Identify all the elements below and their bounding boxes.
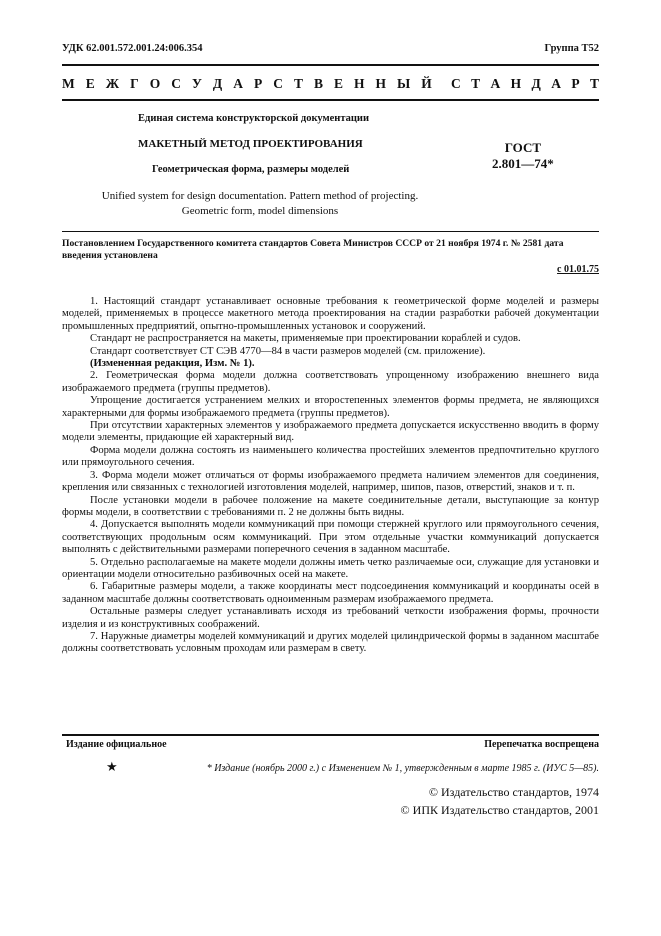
body-paragraph: После установки модели в рабочее положение на макете соединительные детали, выступающие за контур формы модели, в соответствии с требованиями п. 2 не должны быть видны.: [62, 494, 599, 518]
group-code: Группа Т52: [544, 43, 599, 54]
decree-text: Постановлением Государственного комитета стандартов Совета Министров СССР от 21 ноября 1974 г. № 2581 дата введения установлена: [62, 238, 564, 261]
gost-designation: [492, 140, 554, 172]
document-title: МАКЕТНЫЙ МЕТОД ПРОЕКТИРОВАНИЯ: [138, 138, 363, 150]
body-paragraph: Упрощение достигается устранением мелких и второстепенных элементов формы предмета, не являющихся характерными для формы изображаемого предмета (группы предметов).: [62, 395, 599, 419]
banner-letter: Й: [421, 76, 432, 91]
gost-number: 2.801—74*: [492, 156, 554, 171]
body-paragraph: Стандарт не распространяется на макеты, применяемые при проектировании кораблей и судов.: [90, 333, 521, 345]
body-paragraph: 4. Допускается выполнять модели коммуникаций при помощи стержней круглого или прямоугольного сечения, соответствующих продольным осям коммуникаций. При этом отдельные участки коммуникаций допускается выполнять с действительными размерами поперечного сечения в заданном масштабе.: [62, 519, 599, 556]
banner-letter: Н: [510, 76, 522, 91]
body-paragraph: (Измененная редакция, Изм. № 1).: [90, 358, 255, 370]
decree-rule: [62, 231, 599, 232]
english-title: [95, 189, 425, 219]
body-paragraph: При отсутствии характерных элементов у изображаемого предмета допускается искусственно вводить в форму модели элементы, придающие ей характерный вид.: [62, 420, 599, 444]
body-paragraph: 1. Настоящий стандарт устанавливает основные требования к геометрической форме моделей и размеры моделей, применяемых в процессе макетного метода проектирования на стадии разработки рабочей документации промышленных предприятий, опытно-промышленных установок и сооружений.: [62, 296, 599, 332]
copyright-1974: © Издательство стандартов, 1974: [428, 785, 599, 799]
banner-letter: Г: [130, 76, 139, 91]
footer-rule: [62, 734, 599, 736]
banner-letter: В: [313, 76, 323, 91]
body-paragraph: Стандарт соответствует СТ СЭВ 4770—84 в части размеров моделей (см. приложение).: [90, 345, 486, 357]
body-paragraph: Остальные размеры следует устанавливать исходя из требований четкости изображения формы, прочности изделия и из конструктивных соображений.: [62, 606, 599, 630]
effective-date: с 01.01.75: [557, 264, 599, 275]
banner-letter: У: [191, 76, 202, 91]
standard-body: [62, 296, 599, 656]
reprint-prohibited-label: Перепечатка воспрещена: [484, 739, 599, 750]
banner-letter: А: [551, 76, 561, 91]
body-paragraph: 3. Форма модели может отличаться от формы изображаемого предмета наличием элементов для соединения, крепления или связанных с технологией изготовления моделей, например, шипов, пазов, отверстий, знаков и т. п.: [62, 469, 599, 494]
banner-letter: С: [273, 76, 283, 91]
system-name: Единая система конструкторской документации: [138, 113, 369, 124]
body-paragraph: 5. Отдельно располагаемые на макете модели должны иметь четко различаемые оси, служащие для установки и ориентации модели относительно разбивочных осей на макете.: [62, 556, 599, 580]
banner-letter: С: [171, 76, 181, 91]
star-icon: ★: [106, 759, 118, 774]
english-title-line-1: Unified system for design documentation. Pattern method of projecting.: [101, 190, 419, 202]
body-paragraph: 2. Геометрическая форма модели должна соответствовать упрощенному изображению внешнего вида изображаемого предмета (группы предметов).: [62, 370, 599, 394]
banner-letter: О: [149, 76, 161, 91]
banner-letter: Н: [375, 76, 387, 91]
standard-banner: [62, 76, 599, 92]
banner-letter: Т: [589, 76, 599, 91]
gost-label: ГОСТ: [504, 140, 542, 155]
banner-letter: Ж: [105, 76, 120, 91]
banner-letter: Д: [212, 76, 223, 91]
udk-code: УДК 62.001.572.001.24:006.354: [62, 43, 203, 54]
banner-letter: Ы: [397, 76, 411, 91]
banner-letter: А: [233, 76, 243, 91]
banner-word-2: [451, 76, 599, 92]
banner-letter: М: [62, 76, 75, 91]
banner-letter: Р: [571, 76, 580, 91]
english-title-line-2: Geometric form, model dimensions: [181, 205, 339, 217]
banner-letter: С: [451, 76, 461, 91]
banner-letter: Р: [253, 76, 263, 91]
banner-rule: [62, 99, 599, 101]
banner-letter: А: [490, 76, 501, 91]
body-paragraph: 7. Наружные диаметры моделей коммуникаций и других моделей цилиндрической формы в заданном масштабе должны соответствовать условным проходам или размерам в свету.: [62, 630, 599, 655]
body-paragraph: Форма модели должна состоять из наименьшего количества простейших элементов предпочтительно круглого или прямоугольного сечения.: [62, 444, 599, 469]
banner-letter: Е: [333, 76, 343, 91]
edition-note: * Издание (ноябрь 2000 г.) с Изменением № 1, утвержденным в марте 1985 г. (ИУС 5—85).: [206, 763, 599, 774]
banner-letter: Н: [354, 76, 365, 91]
top-rule: [62, 64, 599, 66]
banner-letter: Т: [293, 76, 303, 91]
official-edition-label: Издание официальное: [66, 739, 167, 750]
banner-word-1: [62, 76, 432, 92]
document-subtitle: Геометрическая форма, размеры моделей: [152, 164, 350, 175]
banner-letter: Т: [471, 76, 481, 91]
banner-letter: Е: [85, 76, 95, 91]
banner-letter: Д: [531, 76, 541, 91]
body-paragraph: 6. Габаритные размеры модели, а также координаты мест подсоединения коммуникаций и координаты осей в заданном масштабе должны соответствовать одноименным размерам изображаемого предмета.: [62, 581, 599, 605]
copyright-2001: © ИПК Издательство стандартов, 2001: [400, 803, 599, 817]
